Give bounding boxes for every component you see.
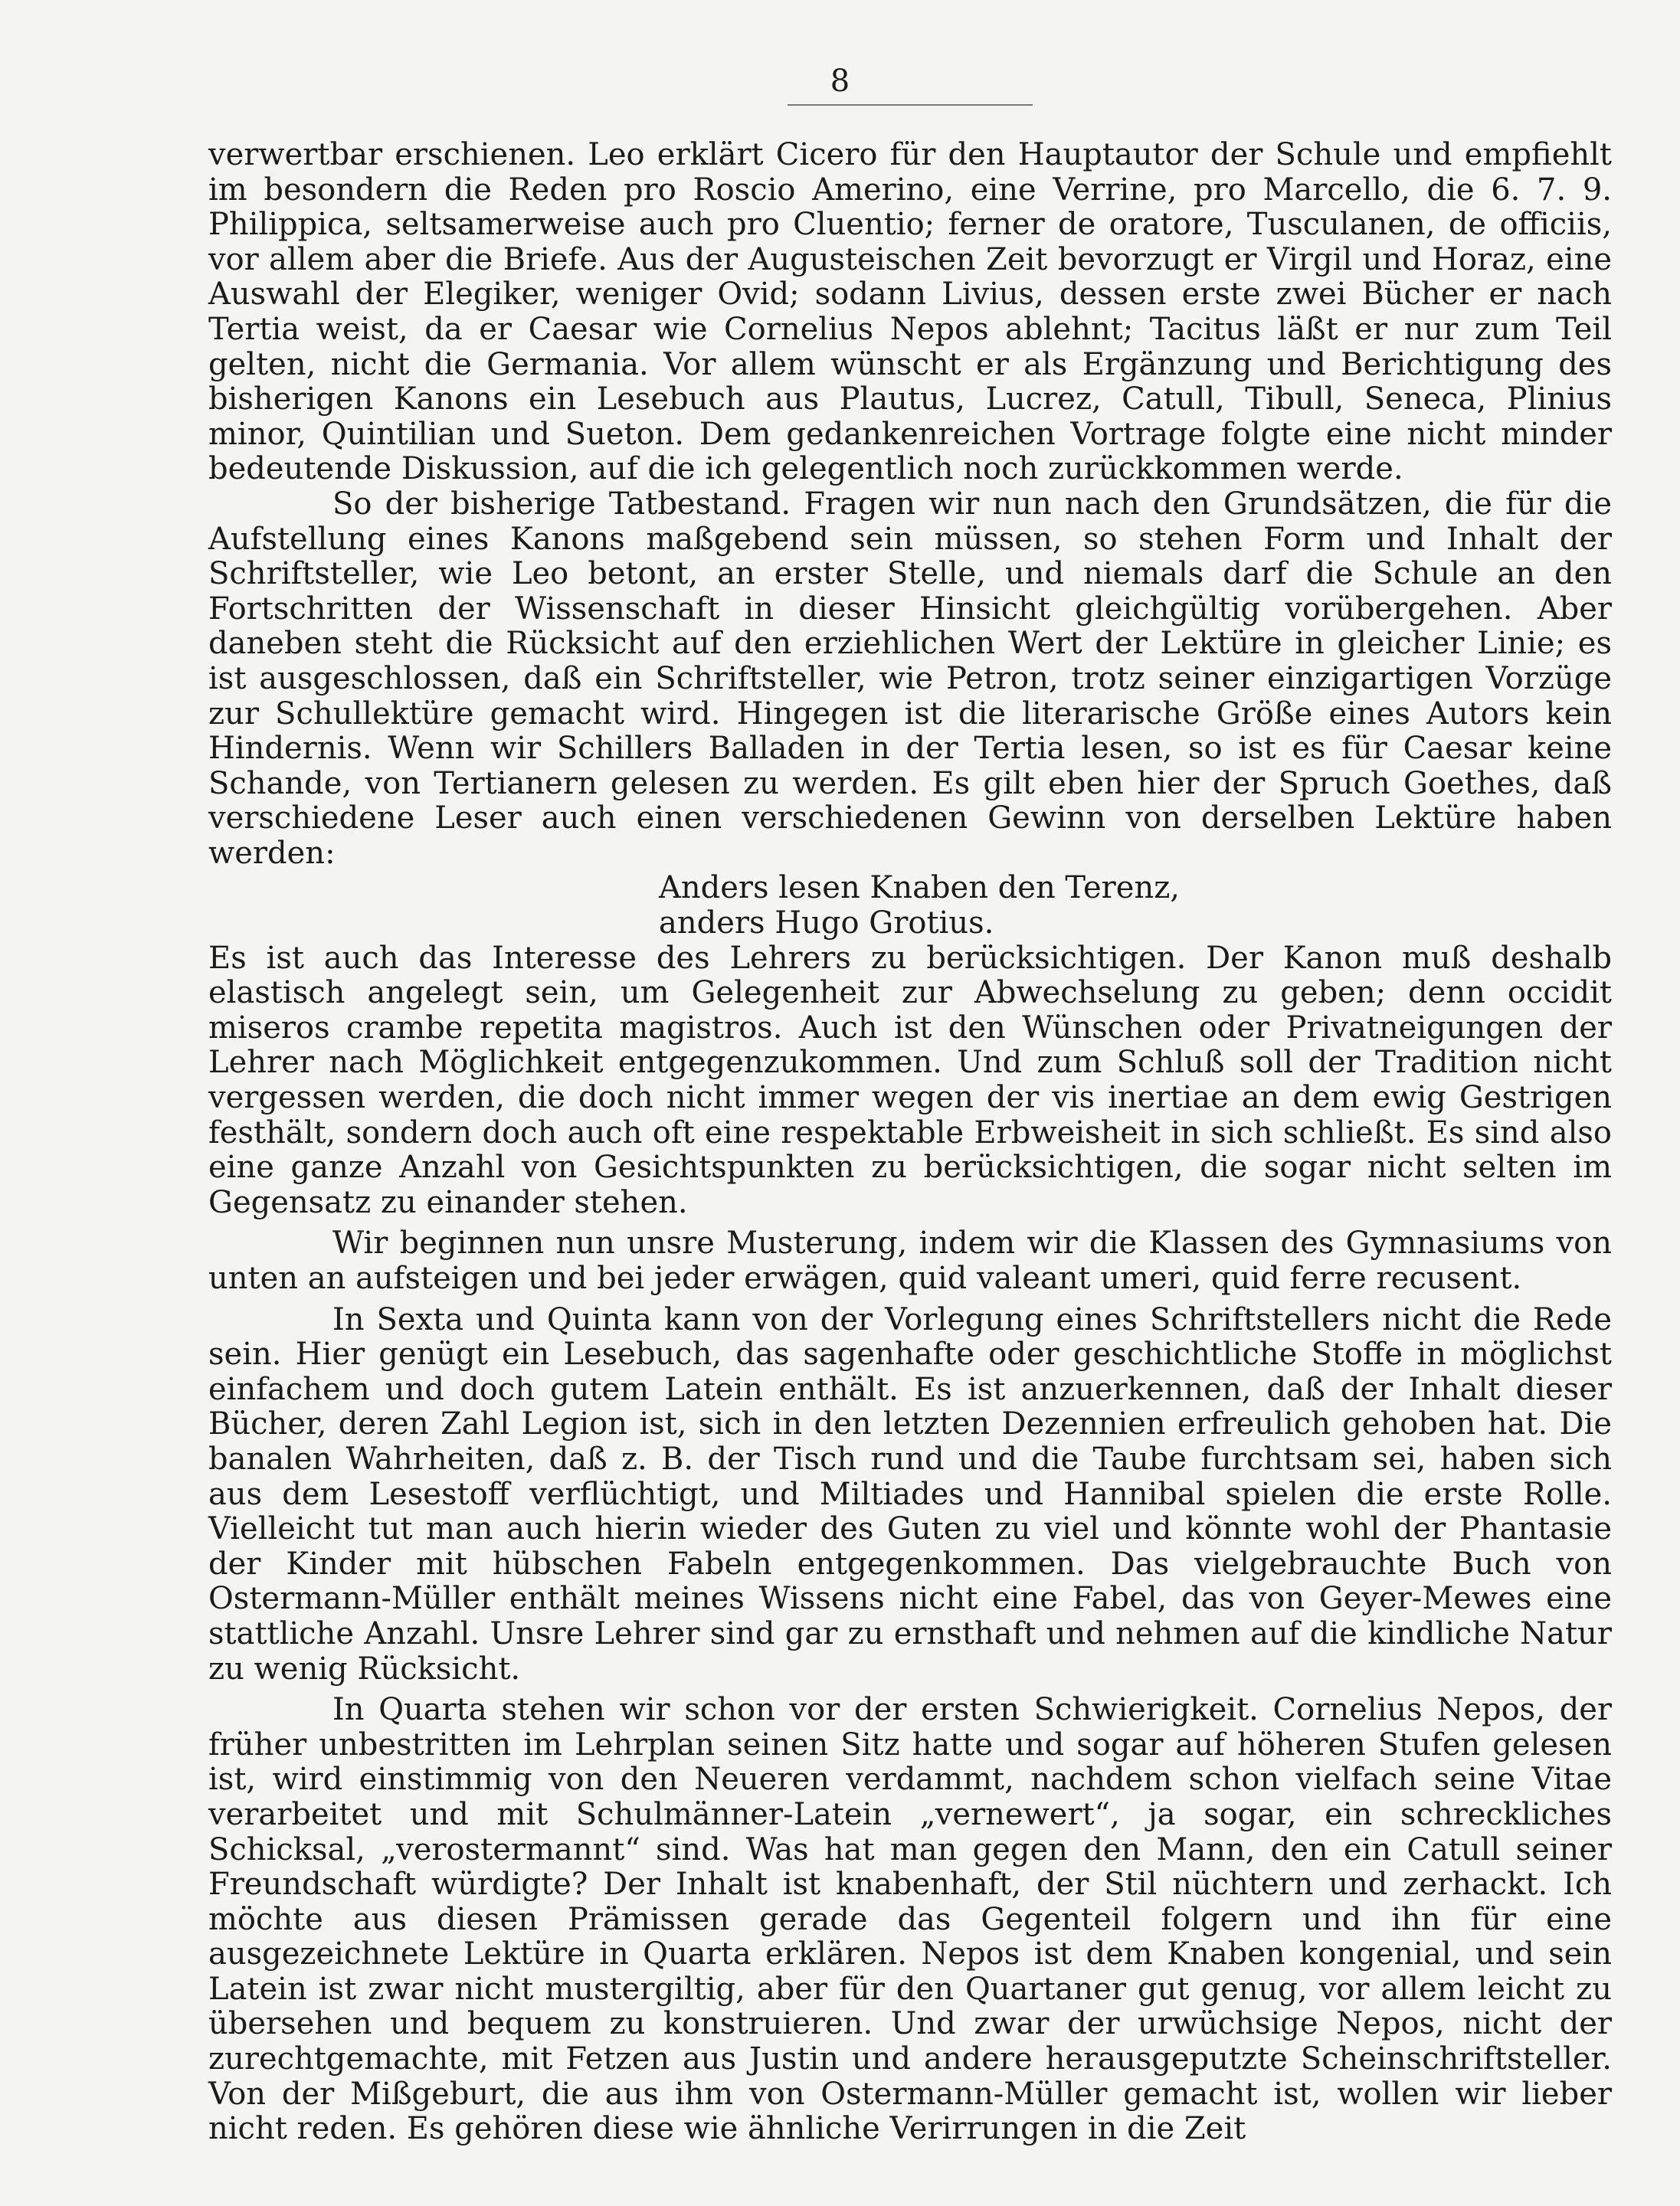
paragraph: Es ist auch das Interesse des Lehrers zu berücksichtigen. Der Kanon muß deshalb elastisch angelegt sein, um Gelegenheit zur Abwechselung zu geben; denn occidit miseros crambe repetita magistros. Auch ist den Wünschen oder Privatneigungen der Lehrer nach Möglichkeit entgegenzukommen. Und zum Schluß soll der Tradition nicht vergessen werden, die doch nicht immer wegen der vis inertiae an dem ewig Gestrigen festhält, sondern doch auch oft eine respektable Erbweisheit in sich schließt. Es sind also eine ganze Anzahl von Gesichtspunkten zu berücksichtigen, die sogar nicht selten im Gegensatz zu einander stehen. bbox=[208, 940, 1612, 1220]
paragraph: In Quarta stehen wir schon vor der ersten Schwierigkeit. Cornelius Nepos, der früher unbestritten im Lehrplan seinen Sitz hatte und sogar auf höheren Stufen gelesen ist, wird einstimmig von den Neueren verdammt, nachdem schon vielfach seine Vitae verarbeitet und mit Schulmänner-Latein „vernewert“, ja sogar, ein schreckliches Schicksal, „verostermannt“ sind. Was hat man gegen den Mann, den ein Catull seiner Freundschaft würdigte? Der Inhalt ist knabenhaft, der Stil nüchtern und zerhackt. Ich möchte aus diesen Prämissen gerade das Gegenteil folgern und ihn für eine ausgezeichnete Lektüre in Quarta erklären. Nepos ist dem Knaben kongenial, und sein Latein ist zwar nicht mustergiltig, aber für den Quartaner gut genug, vor allem leicht zu übersehen und bequem zu konstruieren. Und zwar der urwüchsige Nepos, nicht der zurechtgemachte, mit Fetzen aus Justin und andere herausgeputzte Scheinschriftsteller. Von der Mißgeburt, die aus ihm von Ostermann-Müller gemacht ist, wollen wir lieber nicht reden. Es gehören diese wie ähnliche Verirrungen in die Zeit bbox=[208, 1692, 1612, 2147]
paragraph: So der bisherige Tatbestand. Fragen wir nun nach den Grundsätzen, die für die Aufstellung eines Kanons maßgebend sein müssen, so stehen Form und Inhalt der Schriftsteller, wie Leo betont, an erster Stelle, und niemals darf die Schule an den Fortschritten der Wissenschaft in dieser Hinsicht gleichgültig vorübergehen. Aber daneben steht die Rücksicht auf den erziehlichen Wert der Lektüre in gleicher Linie; es ist ausgeschlossen, daß ein Schriftsteller, wie Petron, trotz seiner einzigartigen Vorzüge zur Schullektüre gemacht wird. Hingegen ist die literarische Größe eines Autors kein Hindernis. Wenn wir Schillers Balladen in der Tertia lesen, so ist es für Caesar keine Schande, von Tertianern gelesen zu werden. Es gilt eben hier der Spruch Goethes, daß verschiedene Leser auch einen verschiedenen Gewinn von derselben Lektüre haben werden: bbox=[208, 486, 1612, 871]
verse-line: Anders lesen Knaben den Terenz, bbox=[659, 870, 1181, 906]
body-text bbox=[208, 138, 1612, 2147]
verse-line: anders Hugo Grotius. bbox=[659, 905, 994, 941]
verse-quote bbox=[208, 871, 1612, 941]
paragraph: verwertbar erschienen. Leo erklärt Cicero für den Hauptautor der Schule und empfiehlt im besondern die Reden pro Roscio Amerino, eine Verrine, pro Marcello, die 6. 7. 9. Philippica, seltsamerweise auch pro Cluentio; ferner de oratore, Tusculanen, de officiis, vor allem aber die Briefe. Aus der Augusteischen Zeit bevorzugt er Virgil und Horaz, eine Auswahl der Elegiker, weniger Ovid; sodann Livius, dessen erste zwei Bücher er nach Tertia weist, da er Caesar wie Cornelius Nepos ablehnt; Tacitus läßt er nur zum Teil gelten, nicht die Germania. Vor allem wünscht er als Ergänzung und Berichtigung des bisherigen Kanons ein Lesebuch aus Plautus, Lucrez, Catull, Tibull, Seneca, Plinius minor, Quintilian und Sueton. Dem gedankenreichen Vortrage folgte eine nicht minder bedeutende Diskussion, auf die ich gelegentlich noch zurückkommen werde. bbox=[208, 137, 1612, 487]
page-number: 8 bbox=[830, 64, 850, 99]
header-rule bbox=[788, 104, 1033, 106]
paragraph: Wir beginnen nun unsre Musterung, indem wir die Klassen des Gymnasiums von unten an aufsteigen und bei jeder erwägen, quid valeant umeri, quid ferre recusent. bbox=[208, 1226, 1612, 1296]
paragraph: In Sexta und Quinta kann von der Vorlegung eines Schriftstellers nicht die Rede sein. Hier genügt ein Lesebuch, das sagenhafte oder geschichtliche Stoffe in möglichst einfachem und doch gutem Latein enthält. Es ist anzuerkennen, daß der Inhalt dieser Bücher, deren Zahl Legion ist, sich in den letzten Dezennien erfreulich gehoben hat. Die banalen Wahrheiten, daß z. B. der Tisch rund und die Taube furchtsam sei, haben sich aus dem Lesestoff verflüchtigt, und Miltiades und Hannibal spielen die erste Rolle. Vielleicht tut man auch hierin wieder des Guten zu viel und könnte wohl der Phantasie der Kinder mit hübschen Fabeln entgegenkommen. Das vielgebrauchte Buch von Ostermann-Müller enthält meines Wissens nicht eine Fabel, das von Geyer-Mewes eine stattliche Anzahl. Unsre Lehrer sind gar zu ernsthaft und nehmen auf die kindliche Natur zu wenig Rücksicht. bbox=[208, 1301, 1612, 1687]
